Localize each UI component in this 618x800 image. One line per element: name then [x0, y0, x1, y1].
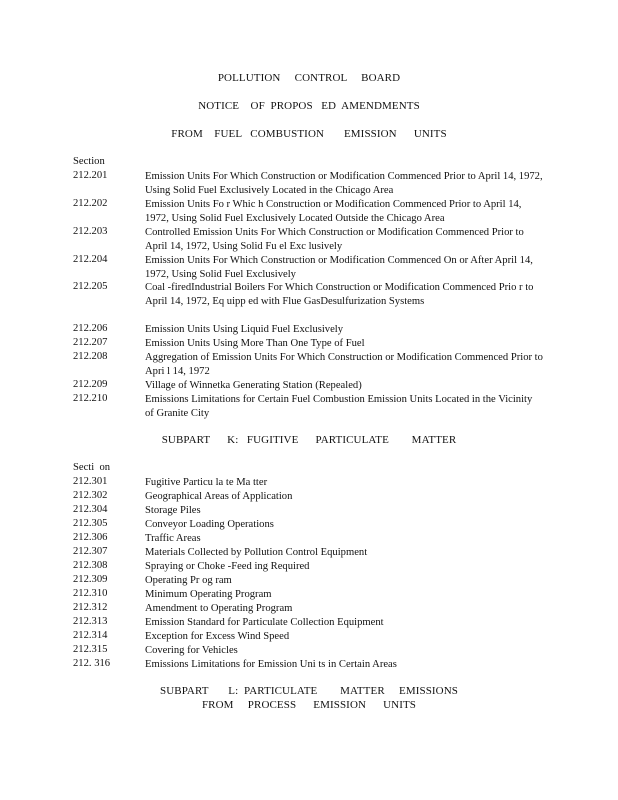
section-number: 212. 316 — [73, 658, 111, 669]
section-title: Geographical Areas of Application — [145, 491, 293, 502]
section-number: 212.315 — [73, 644, 108, 655]
section-label: Section — [73, 156, 105, 167]
section-number: 212.304 — [73, 504, 108, 515]
section-label: Secti on — [73, 462, 111, 473]
section-number: 212.310 — [73, 588, 108, 599]
notice-title: NOTICE OF PROPOS ED AMENDMENTS — [198, 100, 420, 112]
subpart-l-subtitle: FROM PROCESS EMISSION UNITS — [201, 699, 417, 711]
section-number: 212.312 — [73, 602, 108, 613]
section-number: 212.204 — [73, 254, 108, 265]
section-number: 212.202 — [73, 198, 108, 209]
section-title: Emissions Limitations for Emission Uni ts in Certain Areas — [145, 659, 397, 670]
section-title: Emission Units Using More Than One Type of Fuel — [145, 338, 365, 349]
section-title: Conveyor Loading Operations — [145, 519, 274, 530]
subpart-l-title: SUBPART L: PARTICULATE MATTER EMISSIONS — [160, 685, 458, 697]
section-title: Traffic Areas — [145, 533, 201, 544]
section-number: 212.307 — [73, 546, 108, 557]
section-title: Emission Units For Which Construction or Modification Commenced Prior to April 14, 1972, Using Solid Fuel Exclusively Located in the Chicago Area — [145, 171, 543, 196]
section-title: Aggregation of Emission Units For Which Construction or Modification Commenced Prior to Apri l 14, 1972 — [145, 352, 543, 377]
section-number: 212.206 — [73, 323, 108, 334]
section-title: Materials Collected by Pollution Control Equipment — [145, 547, 368, 558]
section-number: 212.207 — [73, 337, 108, 348]
section-title: Coal -firedIndustrial Boilers For Which Construction or Modification Commenced Prio r to April 14, 1972, Eq uipp ed with Flue GasDesulfurization Systems — [145, 282, 534, 307]
section-title: Amendment to Operating Program — [145, 603, 293, 614]
section-title: Storage Piles — [145, 505, 201, 516]
section-number: 212.209 — [73, 379, 108, 390]
section-number: 212.210 — [73, 393, 108, 404]
part-title: FROM FUEL COMBUSTION EMISSION UNITS — [171, 128, 447, 140]
section-title: Emission Units For Which Construction or Modification Commenced On or After April 14, 1972, Using Solid Fuel Exclusively — [145, 255, 533, 280]
section-number: 212.309 — [73, 574, 108, 585]
section-number: 212.306 — [73, 532, 108, 543]
section-title: Exception for Excess Wind Speed — [145, 631, 290, 642]
section-title: Emission Units Fo r Whic h Construction or Modification Commenced Prior to April 14, 1972, Using Solid Fuel Exclusively Located Outside the Chicago Area — [145, 199, 522, 224]
section-number: 212.313 — [73, 616, 108, 627]
section-title: Emission Standard for Particulate Collection Equipment — [145, 617, 384, 628]
section-title: Minimum Operating Program — [145, 589, 272, 600]
section-number: 212.203 — [73, 226, 108, 237]
section-title: Fugitive Particu la te Ma tter — [145, 477, 268, 488]
board-title: POLLUTION CONTROL BOARD — [217, 72, 401, 84]
section-title: Operating Pr og ram — [145, 575, 232, 586]
section-number: 212.208 — [73, 351, 108, 362]
subpart-k-title: SUBPART K: FUGITIVE PARTICULATE MATTER — [161, 434, 457, 446]
section-title: Village of Winnetka Generating Station (Repealed) — [145, 380, 362, 391]
section-title: Covering for Vehicles — [145, 645, 238, 656]
section-title: Controlled Emission Units For Which Construction or Modification Commenced Prior to April 14, 1972, Using Solid Fu el Exc lusively — [145, 227, 524, 252]
section-number: 212.302 — [73, 490, 108, 501]
section-number: 212.314 — [73, 630, 108, 641]
section-title: Emission Units Using Liquid Fuel Exclusively — [145, 324, 344, 335]
section-number: 212.308 — [73, 560, 108, 571]
section-number: 212.205 — [73, 281, 108, 292]
section-number: 212.301 — [73, 476, 108, 487]
section-title: Emissions Limitations for Certain Fuel Combustion Emission Units Located in the Vicinity of Granite City — [145, 394, 533, 419]
section-title: Spraying or Choke -Feed ing Required — [145, 561, 310, 572]
section-number: 212.305 — [73, 518, 108, 529]
section-number: 212.201 — [73, 170, 108, 181]
